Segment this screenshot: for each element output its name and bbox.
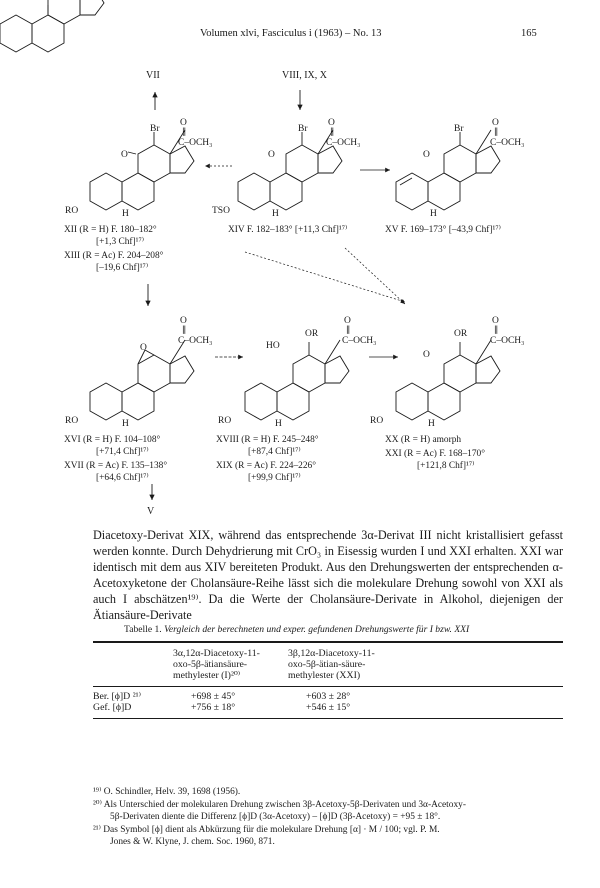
- body-paragraph: Diacetoxy-Derivat XIX, während das entsprechende 3α-Derivat III nicht kristallisiert gefasst werden konnte. Durch Dehydrierung mit CrO₃ in Eisessig wurden I und XXI erhalten. XXI war identisch mit dem aus XIV bereiteten Produkt. Aus den Drehungswerten der entsprechenden α-Acetoxyketone der Cholansäure-Reihe lässt sich die molekulare Drehung sowohl von XXI als auch I abschätzen¹⁹⁾. Da die Werte der Cholansäure-Derivate in Alkohol, diejenigen der Ätiansäure-Derivate: [93, 528, 563, 622]
- svg-text:O: O: [492, 118, 499, 128]
- table-row: Ber. [ϕ]D ²¹⁾ +698 ± 45° +603 ± 28°: [93, 691, 351, 702]
- svg-text:RO: RO: [65, 206, 79, 216]
- label-xxi: XXI (R = Ac) F. 168–170° [+121,8 Chf]¹⁷⁾: [385, 449, 485, 471]
- ref-viii-ix-x: VIII, IX, X: [282, 70, 327, 81]
- svg-text:O: O: [328, 118, 335, 128]
- svg-text:H: H: [272, 209, 279, 219]
- label-xix: XIX (R = Ac) F. 224–226° [+99,9 Chf]¹⁷⁾: [216, 461, 316, 483]
- table-row: Gef. [ϕ]D +756 ± 18° +546 ± 15°: [93, 702, 351, 713]
- ref-vii: VII: [146, 70, 160, 81]
- footnotes: ¹⁹⁾ O. Schindler, Helv. 39, 1698 (1956). ²⁰⁾ Als Unterschied der molekularen Drehung zwischen 3β-Acetoxy-5β-Derivaten und 3α-Acetoxy- 5β-Derivaten diente die Differenz [ϕ]D (3α-Acetoxy) – [ϕ]D (3β-Acetoxy) = +95 ± 18°. ²¹⁾ Das Symbol [ϕ] dient als Abkürzung für die molekulare Drehung [α] · M / 100; vgl. P. M. Jones & W. Klyne, J. chem. Soc. 1960, 871.: [93, 786, 563, 849]
- footnote-19: ¹⁹⁾ O. Schindler, Helv. 39, 1698 (1956).: [93, 787, 241, 797]
- footnote-21: ²¹⁾ Das Symbol [ϕ] dient als Abkürzung für die molekulare Drehung [α] · M / 100; vgl. P. M.: [93, 824, 440, 835]
- label-xiv: XIV F. 182–183° [+11,3 Chf]¹⁷⁾: [228, 225, 348, 235]
- svg-text:C–OCH₃: C–OCH₃: [178, 138, 213, 148]
- svg-text:∥: ∥: [346, 325, 351, 335]
- ref-v: V: [147, 506, 155, 517]
- label-xviii: XVIII (R = H) F. 245–248° [+87,4 Chf]¹⁷⁾: [216, 435, 319, 457]
- svg-text:O: O: [344, 316, 351, 326]
- col2-header: 3β,12α-Diacetoxy-11- oxo-5β-ätian-säure- methylester (XXI): [288, 648, 375, 681]
- svg-text:O: O: [121, 150, 128, 160]
- svg-text:C–OCH₃: C–OCH₃: [490, 336, 525, 346]
- svg-text:H: H: [428, 419, 435, 429]
- molecule-xv: [396, 130, 500, 210]
- svg-text:H: H: [430, 209, 437, 219]
- label-xiii: XIII (R = Ac) F. 204–208° [–19,6 Chf]¹⁷⁾: [64, 251, 164, 273]
- svg-text:H: H: [275, 419, 282, 429]
- col1-header: 3α,12α-Diacetoxy-11- oxo-5β-ätiansäure- methylester (I)²⁰⁾: [173, 648, 260, 681]
- svg-text:TSO: TSO: [212, 206, 230, 216]
- svg-text:O: O: [180, 118, 187, 128]
- rotation-table: [93, 641, 563, 719]
- svg-text:Br: Br: [298, 124, 308, 134]
- svg-text:C–OCH₃: C–OCH₃: [490, 138, 525, 148]
- svg-text:HO: HO: [266, 341, 280, 351]
- svg-text:H: H: [122, 209, 129, 219]
- svg-text:C–OCH₃: C–OCH₃: [326, 138, 361, 148]
- table-header-row: [93, 648, 563, 681]
- table-caption: Tabelle 1. Vergleich der berechneten und exper. gefundenen Drehungswerte für I bzw. XXI: [124, 624, 470, 635]
- svg-text:C–OCH₃: C–OCH₃: [342, 336, 377, 346]
- svg-text:RO: RO: [218, 416, 232, 426]
- svg-text:RO: RO: [65, 416, 79, 426]
- svg-text:∥: ∥: [182, 325, 187, 335]
- running-title: Volumen xlvi, Fasciculus i (1963) – No. 13: [200, 28, 382, 39]
- svg-text:O: O: [492, 316, 499, 326]
- svg-text:O: O: [268, 150, 275, 160]
- molecule-xxi: [396, 340, 500, 420]
- svg-text:∥: ∥: [330, 127, 335, 137]
- svg-text:OR: OR: [305, 329, 319, 339]
- svg-text:OR: OR: [454, 329, 468, 339]
- label-xx: XX (R = H) amorph: [385, 435, 462, 445]
- svg-text:∥: ∥: [182, 127, 187, 137]
- molecule-xviii: [245, 340, 349, 420]
- footnote-20: ²⁰⁾ Als Unterschied der molekularen Drehung zwischen 3β-Acetoxy-5β-Derivaten und 3α-Acetoxy-: [93, 799, 466, 810]
- svg-text:O: O: [423, 350, 430, 360]
- svg-text:C–OCH₃: C–OCH₃: [178, 336, 213, 346]
- label-xvi: XVI (R = H) F. 104–108° [+71,4 Chf]¹⁷⁾: [64, 435, 161, 457]
- label-xii: XII (R = H) F. 180–182° [+1,3 Chf]¹⁷⁾: [64, 225, 157, 247]
- svg-text:∥: ∥: [494, 127, 499, 137]
- svg-text:Br: Br: [150, 124, 160, 134]
- steroid-skeleton: [0, 0, 104, 52]
- label-xv: XV F. 169–173° [–43,9 Chf]¹⁷⁾: [385, 225, 501, 235]
- svg-text:O: O: [180, 316, 187, 326]
- label-xvii: XVII (R = Ac) F. 135–138° [+64,6 Chf]¹⁷⁾: [64, 461, 168, 483]
- svg-text:RO: RO: [370, 416, 384, 426]
- svg-text:H: H: [122, 419, 129, 429]
- svg-text:∥: ∥: [494, 325, 499, 335]
- page-number: 165: [521, 28, 537, 39]
- svg-text:O: O: [423, 150, 430, 160]
- svg-text:O: O: [140, 343, 147, 353]
- svg-text:Br: Br: [454, 124, 464, 134]
